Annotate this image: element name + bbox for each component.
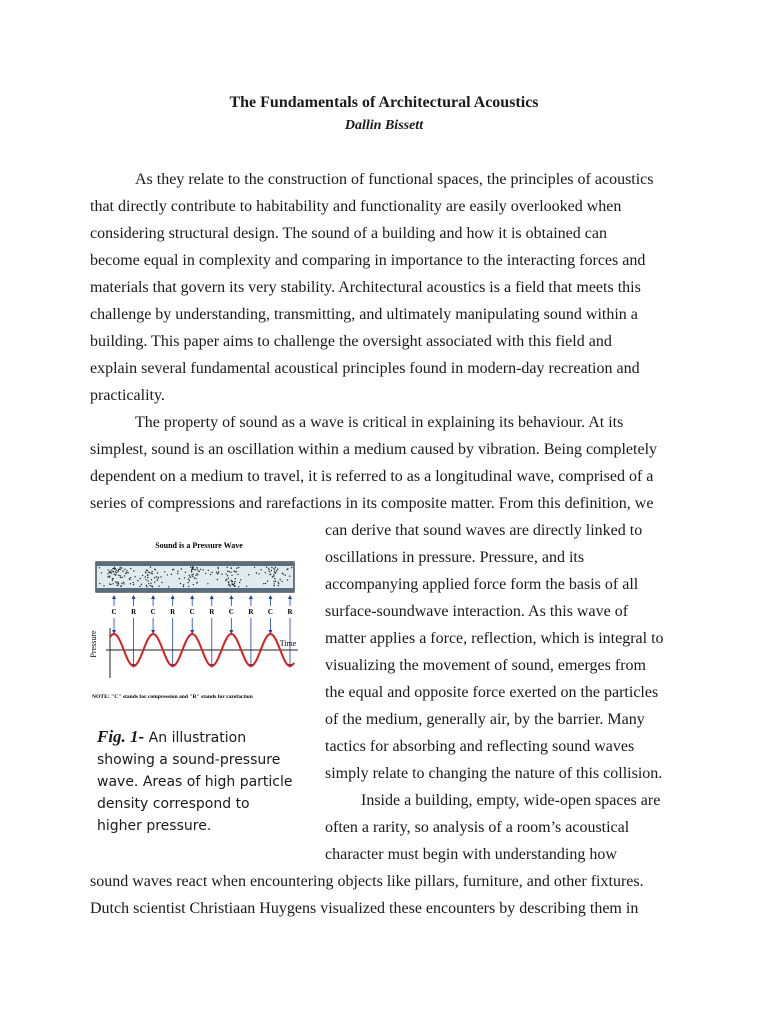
particle-dot xyxy=(167,574,168,575)
paragraph-line: become equal in complexity and comparing in importance to the interacting forces and xyxy=(90,252,646,269)
particle-dot xyxy=(218,568,219,569)
particle-dot xyxy=(154,581,155,582)
particle-dot xyxy=(148,580,149,581)
particle-dot xyxy=(217,579,218,580)
particle-dot xyxy=(118,583,119,584)
particle-dot xyxy=(113,583,114,584)
particle-dot xyxy=(121,567,122,568)
particle-dot xyxy=(118,569,119,570)
particle-dot xyxy=(115,574,116,575)
particle-dot xyxy=(145,576,146,577)
particle-dot xyxy=(274,571,275,572)
particle-dot xyxy=(116,572,117,573)
paragraph-line: the equal and opposite force exerted on the particles xyxy=(325,684,659,701)
particle-dot xyxy=(118,575,119,576)
particle-dot xyxy=(160,576,161,577)
particle-dot xyxy=(227,567,228,568)
particle-dot xyxy=(195,575,196,576)
particle-dot xyxy=(207,583,208,584)
particle-dot xyxy=(218,567,219,568)
paragraph-line: practicality. xyxy=(90,387,165,404)
particle-dot xyxy=(191,574,192,575)
particle-dot xyxy=(145,572,146,573)
particle-dot xyxy=(287,579,288,580)
particle-dot xyxy=(120,575,121,576)
paragraph-line: materials that govern its very stability. Architectural acoustics is a field that meets this xyxy=(90,279,641,296)
paragraph-line: building. This paper aims to challenge the oversight associated with this field and xyxy=(90,333,612,350)
marker-label: C xyxy=(111,608,117,616)
particle-dot xyxy=(236,571,237,572)
particle-dot xyxy=(289,576,290,577)
particle-dot xyxy=(177,571,178,572)
particle-dot xyxy=(172,569,173,570)
particle-dot xyxy=(147,570,148,571)
particle-dot xyxy=(151,579,152,580)
paragraph-line: sound waves react when encountering objects like pillars, furniture, and other fixtures. xyxy=(90,873,644,890)
particle-dot xyxy=(238,586,239,587)
particle-dot xyxy=(234,586,235,587)
arrow-head xyxy=(151,595,155,599)
particle-dot xyxy=(192,568,193,569)
particle-dot xyxy=(177,573,178,574)
paragraph-line: of the medium, generally air, by the barrier. Many xyxy=(325,711,645,728)
particle-dot xyxy=(147,577,148,578)
paragraph-line: challenge by understanding, transmitting, and ultimately manipulating sound within a xyxy=(90,306,638,323)
particle-dot xyxy=(139,586,140,587)
marker-label: R xyxy=(209,608,215,616)
particle-dot xyxy=(254,567,255,568)
particle-dot xyxy=(156,576,157,577)
particle-dot xyxy=(275,572,276,573)
paragraph-line: often a rarity, so analysis of a room’s acoustical xyxy=(325,819,630,836)
particle-dot xyxy=(157,580,158,581)
particle-dot xyxy=(274,578,275,579)
particle-dot xyxy=(227,570,228,571)
particle-dot xyxy=(113,571,114,572)
particle-dot xyxy=(225,573,226,574)
particle-dot xyxy=(130,577,131,578)
particle-dot xyxy=(118,584,119,585)
particle-dot xyxy=(234,581,235,582)
particle-dot xyxy=(124,575,125,576)
particle-dot xyxy=(217,573,218,574)
marker-label: R xyxy=(248,608,254,616)
particle-dot xyxy=(112,578,113,579)
particle-dot xyxy=(193,584,194,585)
particle-dot xyxy=(285,575,286,576)
arrow-head xyxy=(288,595,292,599)
figure-caption xyxy=(97,726,297,837)
particle-dot xyxy=(263,583,264,584)
paragraph-line: simply relate to changing the nature of this collision. xyxy=(325,765,663,782)
particle-dot xyxy=(168,586,169,587)
particle-dot xyxy=(268,568,269,569)
particle-dot xyxy=(273,574,274,575)
particle-dot xyxy=(185,572,186,573)
particle-dot xyxy=(291,567,292,568)
particle-dot xyxy=(130,583,131,584)
particle-dot xyxy=(194,569,195,570)
particle-dot xyxy=(265,583,266,584)
particle-dot xyxy=(246,586,247,587)
particle-dot xyxy=(196,573,197,574)
particle-dot xyxy=(196,567,197,568)
paragraph-line: matter applies a force, reflection, which is integral to xyxy=(325,630,664,647)
paragraph-line: accompanying applied force form the basis of all xyxy=(325,576,639,593)
particle-dot xyxy=(116,570,117,571)
particle-dot xyxy=(229,571,230,572)
arrow-head xyxy=(171,595,175,599)
particle-dot xyxy=(180,583,181,584)
particle-dot xyxy=(238,567,239,568)
arrow-head xyxy=(190,595,194,599)
particle-dot xyxy=(120,567,121,568)
particle-dot xyxy=(101,572,102,573)
particle-dot xyxy=(171,574,172,575)
particle-dot xyxy=(231,575,232,576)
particle-dot xyxy=(109,577,110,578)
particle-dot xyxy=(164,571,165,572)
particle-dot xyxy=(161,582,162,583)
particle-dot xyxy=(158,577,159,578)
particle-dot xyxy=(273,585,274,586)
particle-dot xyxy=(228,584,229,585)
x-axis-label: Time xyxy=(279,639,297,648)
particle-dot xyxy=(124,569,125,570)
paragraph-line: oscillations in pressure. Pressure, and its xyxy=(325,549,585,566)
particle-dot xyxy=(108,569,109,570)
particle-dot xyxy=(277,568,278,569)
particle-dot xyxy=(189,575,190,576)
particle-dot xyxy=(197,569,198,570)
particle-dot xyxy=(280,579,281,580)
marker-label: C xyxy=(189,608,195,616)
particle-dot xyxy=(107,576,108,577)
particle-dot xyxy=(226,579,227,580)
marker-label: C xyxy=(228,608,234,616)
particle-dot xyxy=(276,570,277,571)
particle-dot xyxy=(179,578,180,579)
arrow-head xyxy=(229,595,233,599)
paragraph-line: tactics for absorbing and reflecting sound waves xyxy=(325,738,635,755)
particle-dot xyxy=(212,572,213,573)
particle-dot xyxy=(114,573,115,574)
particle-dot xyxy=(267,580,268,581)
particle-dot xyxy=(193,574,194,575)
particle-dot xyxy=(228,582,229,583)
particle-dot xyxy=(231,568,232,569)
particle-dot xyxy=(112,580,113,581)
particle-dot xyxy=(229,585,230,586)
marker-label: R xyxy=(170,608,176,616)
paragraph-line: simplest, sound is an oscillation within a medium caused by vibration. Being completely xyxy=(90,441,658,458)
particle-dot xyxy=(147,574,148,575)
marker-label: R xyxy=(131,608,137,616)
particle-dot xyxy=(286,569,287,570)
particle-dot xyxy=(157,572,158,573)
particle-dot xyxy=(239,582,240,583)
particle-dot xyxy=(235,578,236,579)
particle-dot xyxy=(123,583,124,584)
paragraph-line: dependent on a medium to travel, it is referred to as a longitudinal wave, comprised of a xyxy=(90,468,654,485)
figure-note: NOTE: "C" stands for compression and "R" stands for rarefaction xyxy=(92,694,253,700)
particle-dot xyxy=(148,583,149,584)
particle-dot xyxy=(142,575,143,576)
particle-dot xyxy=(183,584,184,585)
particle-dot xyxy=(225,580,226,581)
particle-dot xyxy=(141,584,142,585)
particle-dot xyxy=(183,586,184,587)
particle-dot xyxy=(188,582,189,583)
particle-dot xyxy=(278,583,279,584)
particle-dot xyxy=(216,571,217,572)
particle-dot xyxy=(266,567,267,568)
pressure-wave-diagram xyxy=(88,538,310,706)
particle-dot xyxy=(265,572,266,573)
particle-dot xyxy=(122,570,123,571)
particle-dot xyxy=(272,576,273,577)
arrow-head xyxy=(268,595,272,599)
particle-dot xyxy=(111,569,112,570)
particle-dot xyxy=(123,582,124,583)
particle-dot xyxy=(190,567,191,568)
particle-dot xyxy=(200,569,201,570)
paper-title: The Fundamentals of Architectural Acoustics xyxy=(229,94,539,111)
particle-dot xyxy=(130,568,131,569)
particle-dot xyxy=(181,568,182,569)
particle-dot xyxy=(256,572,257,573)
particle-dot xyxy=(110,572,111,573)
particle-dot xyxy=(283,574,284,575)
particle-dot xyxy=(133,584,134,585)
particle-dot xyxy=(237,574,238,575)
particle-dot xyxy=(274,583,275,584)
paragraph-line: can derive that sound waves are directly linked to xyxy=(325,522,643,539)
paragraph-line: Dutch scientist Christiaan Huygens visualized these encounters by describing them in xyxy=(90,900,639,917)
particle-dot xyxy=(99,567,100,568)
pressure-wave-figure xyxy=(88,538,310,706)
paragraph-line: visualizing the movement of sound, emerges from xyxy=(325,657,646,674)
particle-dot xyxy=(218,571,219,572)
particle-dot xyxy=(248,574,249,575)
particle-dot xyxy=(103,585,104,586)
figure-heading: Sound is a Pressure Wave xyxy=(155,541,243,550)
particle-dot xyxy=(120,569,121,570)
paragraph-line: considering structural design. The sound of a building and how it is obtained can xyxy=(90,225,607,242)
particle-dot xyxy=(133,582,134,583)
particle-dot xyxy=(109,583,110,584)
particle-dot xyxy=(231,581,232,582)
particle-dot xyxy=(210,574,211,575)
particle-dot xyxy=(205,573,206,574)
marker-label: R xyxy=(287,608,293,616)
particle-dot xyxy=(157,578,158,579)
paragraph-line: series of compressions and rarefactions in its composite matter. From this definition, we xyxy=(90,495,654,512)
particle-dot xyxy=(149,572,150,573)
particle-dot xyxy=(133,570,134,571)
particle-dot xyxy=(154,577,155,578)
particle-dot xyxy=(234,583,235,584)
particle-dot xyxy=(151,571,152,572)
y-axis-label: Pressure xyxy=(89,630,98,658)
particle-dot xyxy=(228,578,229,579)
particle-dot xyxy=(258,573,259,574)
particle-dot xyxy=(125,573,126,574)
author-name: Dallin Bissett xyxy=(344,118,424,133)
particle-dot xyxy=(191,569,192,570)
particle-dot xyxy=(137,580,138,581)
particle-dot xyxy=(150,583,151,584)
pressure-arrows xyxy=(112,595,292,668)
particle-dot xyxy=(260,569,261,570)
arrow-head xyxy=(249,595,253,599)
paragraph-line: The property of sound as a wave is critical in explaining its behaviour. At its xyxy=(135,414,624,431)
paragraph-line: character must begin with understanding how xyxy=(325,846,617,863)
particle-dot xyxy=(126,572,127,573)
particle-dot xyxy=(134,576,135,577)
particle-dot xyxy=(278,585,279,586)
particle-dot xyxy=(145,579,146,580)
particle-dot xyxy=(269,571,270,572)
particle-dot xyxy=(129,578,130,579)
particle-dot xyxy=(232,584,233,585)
particle-dot xyxy=(184,577,185,578)
particle-dot xyxy=(146,586,147,587)
particle-dot xyxy=(271,570,272,571)
particle-dot xyxy=(233,570,234,571)
particle-dot xyxy=(116,582,117,583)
particle-dot xyxy=(99,583,100,584)
particle-dot xyxy=(270,574,271,575)
particle-dot xyxy=(154,569,155,570)
particle-dot xyxy=(271,567,272,568)
marker-label: C xyxy=(150,608,156,616)
particle-dot xyxy=(140,578,141,579)
particle-dot xyxy=(273,576,274,577)
particle-dot xyxy=(152,573,153,574)
particle-dot xyxy=(221,574,222,575)
particle-dot xyxy=(151,585,152,586)
particle-dot xyxy=(194,577,195,578)
particle-dot xyxy=(281,581,282,582)
particle-dot xyxy=(188,578,189,579)
particle-dot xyxy=(192,576,193,577)
particle-dot xyxy=(197,582,198,583)
medium-tube xyxy=(96,562,294,592)
particle-dot xyxy=(195,578,196,579)
particle-dot xyxy=(115,581,116,582)
particle-dot xyxy=(158,586,159,587)
particle-dot xyxy=(190,577,191,578)
particle-dot xyxy=(117,581,118,582)
particle-dot xyxy=(191,570,192,571)
particle-dot xyxy=(120,586,121,587)
particle-dot xyxy=(240,579,241,580)
figure-label: Fig. 1- xyxy=(97,727,145,746)
particle-dot xyxy=(121,577,122,578)
particle-dot xyxy=(107,573,108,574)
particle-dot xyxy=(150,566,151,567)
particle-dot xyxy=(230,572,231,573)
particle-dot xyxy=(274,569,275,570)
particle-dot xyxy=(273,568,274,569)
arrow-head xyxy=(132,595,136,599)
particle-dot xyxy=(198,571,199,572)
particle-dot xyxy=(189,580,190,581)
particle-dot xyxy=(113,568,114,569)
paragraph-line: explain several fundamental acoustical principles found in modern-day recreation and xyxy=(90,360,640,377)
particle-dot xyxy=(150,585,151,586)
particle-dot xyxy=(115,571,116,572)
particle-dot xyxy=(278,581,279,582)
particle-dot xyxy=(275,581,276,582)
particle-dot xyxy=(188,586,189,587)
marker-label: C xyxy=(267,608,273,616)
particle-dot xyxy=(273,581,274,582)
particle-dot xyxy=(128,572,129,573)
particle-dot xyxy=(208,570,209,571)
particle-dot xyxy=(268,569,269,570)
particle-dot xyxy=(236,568,237,569)
particle-dot xyxy=(231,580,232,581)
particle-dot xyxy=(110,584,111,585)
particle-dot xyxy=(227,575,228,576)
particle-dot xyxy=(275,567,276,568)
particle-dot xyxy=(173,569,174,570)
particle-dot xyxy=(120,577,121,578)
particle-dot xyxy=(146,585,147,586)
particle-dot xyxy=(115,568,116,569)
caption-text: An illustration showing a sound-pressure wave. Areas of high particle density correspond to higher pressure. xyxy=(97,730,293,834)
particle-dot xyxy=(126,570,127,571)
arrow-head xyxy=(210,595,214,599)
particle-dot xyxy=(114,567,115,568)
paragraph-line: As they relate to the construction of functional spaces, the principles of acoustics xyxy=(135,171,654,188)
particle-dot xyxy=(282,573,283,574)
paragraph-line: surface-soundwave interaction. As this wave of xyxy=(325,603,629,620)
particle-dot xyxy=(202,569,203,570)
particle-dot xyxy=(109,571,110,572)
arrow-head xyxy=(112,595,116,599)
paragraph-line: that directly contribute to habitability and functionality are easily overlooked when xyxy=(90,198,622,215)
paragraph-line: Inside a building, empty, wide-open spaces are xyxy=(361,792,661,809)
particle-dot xyxy=(121,583,122,584)
